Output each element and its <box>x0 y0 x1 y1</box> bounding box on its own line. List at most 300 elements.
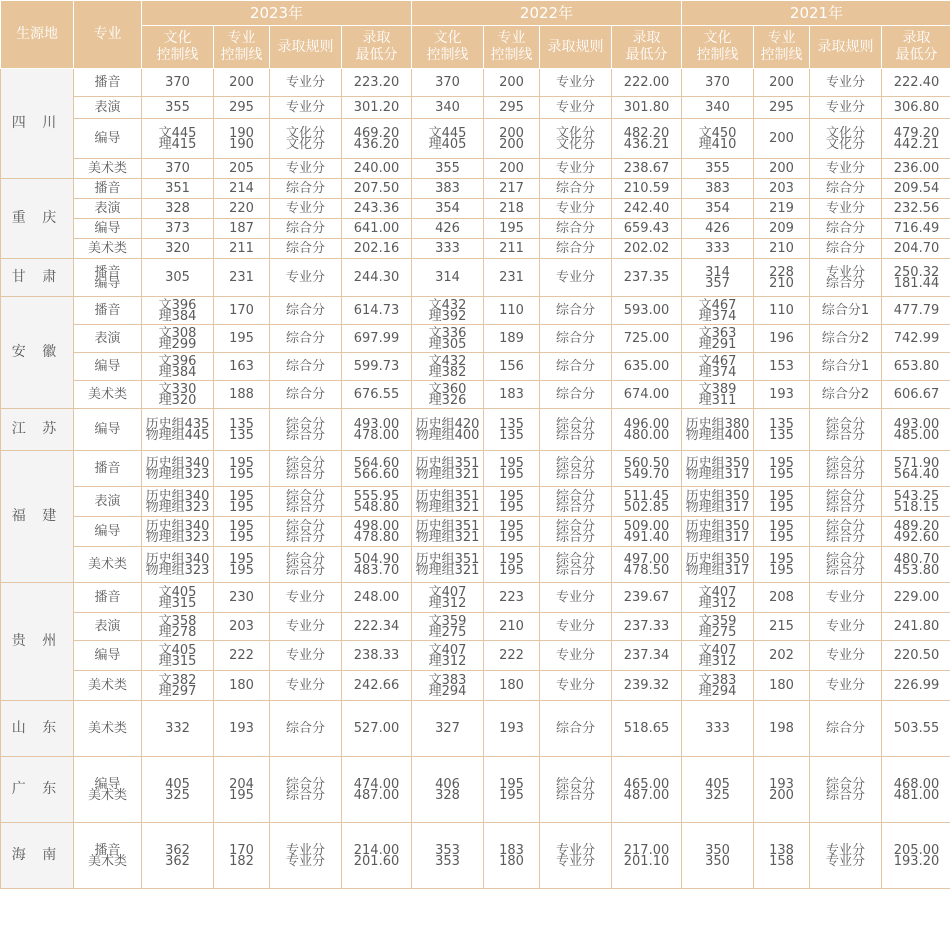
culture-line-cell <box>682 159 754 179</box>
table-row <box>1 199 950 219</box>
major-line-value: 170 <box>229 303 254 318</box>
major-line-cell <box>484 487 540 517</box>
major-line-cell <box>214 823 270 889</box>
min-score-value: 238.67 <box>623 161 670 176</box>
admission-rule-cell <box>270 757 342 823</box>
culture-line-cell <box>412 199 484 219</box>
culture-line-value: 351 <box>165 181 190 196</box>
major-line-value: 200 <box>769 75 794 90</box>
major-line-value: 110 <box>769 303 794 318</box>
major-cell <box>74 487 142 517</box>
major-line-value-line: 195 <box>499 518 524 534</box>
table-row <box>1 325 950 353</box>
major-line-value-line: 183 <box>499 842 524 858</box>
admission-rule-cell <box>810 119 882 159</box>
major-line-value-line: 195 <box>769 488 794 504</box>
culture-line-value-line: 历史组350 <box>685 518 750 534</box>
culture-line-value-line: 文432 <box>428 297 467 313</box>
major-line-value-line: 193 <box>769 776 794 792</box>
admission-rule-cell <box>270 353 342 381</box>
culture-line-value-line: 353 <box>435 842 460 858</box>
culture-line-value-line: 文389 <box>698 381 737 397</box>
major-line-value: 231 <box>499 270 524 285</box>
min-score-cell <box>882 199 950 219</box>
admission-rule-value: 专业分 <box>285 678 325 693</box>
min-score-value: 220.50 <box>893 648 940 663</box>
admission-rule-cell <box>270 119 342 159</box>
major-line-value-line: 195 <box>499 529 524 545</box>
admission-rule-value-line: 综合分 <box>555 518 595 534</box>
major-line-value-line: 135 <box>229 427 254 443</box>
culture-line-value-line: 物理组400 <box>685 427 750 443</box>
admission-rule-cell <box>270 325 342 353</box>
major-line-cell <box>214 199 270 219</box>
culture-line-value-line: 历史组340 <box>145 488 210 504</box>
culture-line-cell <box>142 97 214 119</box>
major-line-value-line: 195 <box>229 518 254 534</box>
major-line-value-line: 180 <box>499 853 524 869</box>
min-score-cell <box>882 823 950 889</box>
min-score-cell <box>342 297 412 325</box>
table-row <box>1 159 950 179</box>
major-line-cell <box>214 701 270 757</box>
culture-line-cell <box>142 487 214 517</box>
min-score-cell <box>342 381 412 409</box>
admission-rule-cell <box>270 547 342 583</box>
major-line-cell <box>484 353 540 381</box>
major-line-cell <box>754 297 810 325</box>
admission-rule-cell <box>270 219 342 239</box>
major-line-cell <box>484 823 540 889</box>
culture-line-value-line: 325 <box>165 787 190 803</box>
min-score-value-line: 566.60 <box>353 466 400 482</box>
major-cell <box>74 641 142 671</box>
min-score-value-line: 493.00 <box>353 416 400 432</box>
culture-line-cell <box>412 239 484 259</box>
admission-rule-value: 综合分 <box>285 359 325 374</box>
min-score-cell <box>882 409 950 451</box>
major-label: 编导 <box>94 422 121 437</box>
min-score-value-line: 193.20 <box>893 853 940 869</box>
province-cell: 重 庆 <box>1 179 74 259</box>
major-line-cell <box>214 517 270 547</box>
admission-rule-value: 综合分 <box>285 387 325 402</box>
major-label: 编导 <box>94 131 121 146</box>
min-score-cell <box>882 179 950 199</box>
admission-rule-value: 专业分 <box>285 100 325 115</box>
major-line-value-line: 195 <box>499 499 524 515</box>
admission-rule-cell <box>270 199 342 219</box>
major-line-cell <box>754 641 810 671</box>
min-score-cell <box>342 671 412 701</box>
admission-rule-value-line: 综合分 <box>285 488 325 504</box>
major-line-cell <box>214 381 270 409</box>
admission-rule-cell <box>810 259 882 297</box>
admission-rule-value-line: 文化分 <box>825 136 865 152</box>
major-line-value: 230 <box>229 590 254 605</box>
culture-line-cell <box>142 219 214 239</box>
culture-line-cell <box>412 119 484 159</box>
culture-line-value-line: 历史组340 <box>145 551 210 567</box>
major-line-value: 217 <box>499 181 524 196</box>
culture-line-value-line: 文407 <box>698 642 737 658</box>
culture-line-value: 370 <box>705 75 730 90</box>
major-line-value: 202 <box>769 648 794 663</box>
major-line-cell <box>754 353 810 381</box>
min-score-value-line: 498.00 <box>353 518 400 534</box>
culture-line-cell <box>412 179 484 199</box>
admission-rule-value: 综合分 <box>825 721 865 736</box>
admission-rule-value: 专业分 <box>825 648 865 663</box>
major-line-value: 187 <box>229 221 254 236</box>
major-line-cell <box>214 451 270 487</box>
table-row <box>1 353 950 381</box>
culture-line-cell <box>142 353 214 381</box>
culture-line-cell <box>412 517 484 547</box>
min-score-value: 239.67 <box>623 590 670 605</box>
culture-line-cell <box>682 671 754 701</box>
province-cell: 四 川 <box>1 69 74 179</box>
min-score-value: 202.16 <box>353 241 400 256</box>
culture-line-value: 333 <box>705 241 730 256</box>
culture-line-cell <box>412 259 484 297</box>
admission-rule-value-line: 综合分 <box>285 427 325 443</box>
culture-line-value-line: 历史组340 <box>145 455 210 471</box>
culture-line-value-line: 物理组445 <box>145 427 210 443</box>
culture-line-value: 340 <box>435 100 460 115</box>
min-score-cell <box>882 671 950 701</box>
min-score-value: 232.56 <box>893 201 940 216</box>
admission-rule-cell <box>810 583 882 613</box>
admission-rule-value-line: 综合分 <box>555 787 595 803</box>
min-score-value-line: 487.00 <box>353 787 400 803</box>
major-line-value: 219 <box>769 201 794 216</box>
admission-rule-value: 专业分 <box>555 100 595 115</box>
culture-line-cell <box>412 97 484 119</box>
major-cell <box>74 823 142 889</box>
min-score-value-line: 436.21 <box>623 136 670 152</box>
major-line-value: 231 <box>229 270 254 285</box>
major-line-value-line: 195 <box>499 466 524 482</box>
culture-line-value-line: 理405 <box>428 136 467 152</box>
admission-rule-value: 综合分 <box>285 241 325 256</box>
min-score-cell <box>342 97 412 119</box>
admission-rule-value: 综合分 <box>555 387 595 402</box>
admission-rule-cell <box>810 297 882 325</box>
admission-rule-cell <box>540 701 612 757</box>
major-line-value-line: 195 <box>229 499 254 515</box>
min-score-cell <box>882 353 950 381</box>
major-line-cell <box>214 259 270 297</box>
min-score-cell <box>612 179 682 199</box>
major-line-value-line: 195 <box>769 562 794 578</box>
min-score-value-line: 217.00 <box>623 842 670 858</box>
major-line-value-line: 195 <box>499 455 524 471</box>
min-score-cell <box>882 239 950 259</box>
culture-line-value-line: 物理组321 <box>415 562 480 578</box>
min-score-cell <box>882 613 950 641</box>
admission-rule-cell <box>540 583 612 613</box>
major-cell <box>74 409 142 451</box>
major-line-cell <box>754 199 810 219</box>
admission-rule-value-line: 文化分 <box>285 136 325 152</box>
min-score-value-line: 485.00 <box>893 427 940 443</box>
culture-line-cell <box>412 451 484 487</box>
admission-rule-cell <box>810 757 882 823</box>
culture-line-value-line: 历史组435 <box>145 416 210 432</box>
major-line-value-line: 195 <box>499 787 524 803</box>
culture-line-cell <box>142 641 214 671</box>
major-line-cell <box>214 547 270 583</box>
min-score-cell <box>612 583 682 613</box>
min-score-cell <box>342 409 412 451</box>
major-line-cell <box>484 451 540 487</box>
major-line-value-line: 200 <box>769 787 794 803</box>
culture-line-value-line: 理415 <box>158 136 197 152</box>
min-score-cell <box>342 353 412 381</box>
min-score-cell <box>882 487 950 517</box>
major-line-value-line: 195 <box>499 488 524 504</box>
admission-rule-value: 专业分 <box>285 270 325 285</box>
admission-rule-cell <box>540 671 612 701</box>
min-score-value: 204.70 <box>893 241 940 256</box>
min-score-cell <box>612 159 682 179</box>
culture-line-cell <box>142 757 214 823</box>
culture-line-value-line: 理312 <box>698 653 737 669</box>
major-line-cell <box>214 641 270 671</box>
major-line-value: 218 <box>499 201 524 216</box>
admission-rule-cell <box>540 199 612 219</box>
culture-line-cell <box>142 239 214 259</box>
admission-rule-cell <box>540 381 612 409</box>
major-line-value: 211 <box>499 241 524 256</box>
min-score-cell <box>612 451 682 487</box>
admission-rule-value: 专业分 <box>555 590 595 605</box>
min-score-cell <box>882 641 950 671</box>
culture-line-value-line: 文308 <box>158 325 197 341</box>
min-score-cell <box>342 239 412 259</box>
subheader-rule: 录取规则 <box>540 26 612 69</box>
culture-line-value-line: 理384 <box>158 308 197 324</box>
min-score-value-line: 478.50 <box>623 562 670 578</box>
culture-line-value-line: 353 <box>435 853 460 869</box>
culture-line-cell <box>142 179 214 199</box>
min-score-value: 301.80 <box>623 100 670 115</box>
admission-rule-cell <box>540 179 612 199</box>
min-score-cell <box>882 69 950 97</box>
major-line-cell <box>754 409 810 451</box>
major-line-value: 196 <box>769 331 794 346</box>
province-cell: 广 东 <box>1 757 74 823</box>
major-label-line: 播音 <box>94 264 121 280</box>
major-cell <box>74 325 142 353</box>
culture-line-value-line: 406 <box>435 776 460 792</box>
min-score-value: 238.33 <box>353 648 400 663</box>
culture-line-value-line: 文382 <box>158 672 197 688</box>
major-line-cell <box>484 381 540 409</box>
major-line-value-line: 158 <box>769 853 794 869</box>
culture-line-cell <box>142 671 214 701</box>
culture-line-value-line: 理382 <box>428 364 467 380</box>
province-cell: 甘 肃 <box>1 259 74 297</box>
admission-rule-value: 专业分 <box>555 678 595 693</box>
min-score-value: 697.99 <box>353 331 400 346</box>
culture-line-value-line: 文358 <box>158 613 197 629</box>
major-line-cell <box>754 757 810 823</box>
major-cell <box>74 613 142 641</box>
culture-line-value-line: 历史组380 <box>685 416 750 432</box>
major-cell <box>74 259 142 297</box>
culture-line-cell <box>412 547 484 583</box>
major-cell <box>74 69 142 97</box>
admission-rule-value: 专业分 <box>555 619 595 634</box>
min-score-cell <box>612 119 682 159</box>
major-line-value: 156 <box>499 359 524 374</box>
admission-rule-value-line: 综合分 <box>825 275 865 291</box>
min-score-cell <box>612 219 682 239</box>
major-line-cell <box>754 671 810 701</box>
culture-line-value-line: 328 <box>435 787 460 803</box>
min-score-value-line: 453.80 <box>893 562 940 578</box>
min-score-value: 240.00 <box>353 161 400 176</box>
culture-line-value-line: 文396 <box>158 353 197 369</box>
admission-rule-value: 专业分 <box>285 648 325 663</box>
major-label: 播音 <box>94 303 121 318</box>
min-score-cell <box>882 97 950 119</box>
admission-rule-value: 专业分 <box>825 678 865 693</box>
admission-rule-value-line: 文化分 <box>285 125 325 141</box>
min-score-cell <box>612 517 682 547</box>
admission-rule-value: 综合分 <box>825 241 865 256</box>
major-line-value-line: 195 <box>769 518 794 534</box>
culture-line-value: 314 <box>435 270 460 285</box>
major-line-value: 205 <box>229 161 254 176</box>
province-cell: 山 东 <box>1 701 74 757</box>
admission-rule-cell <box>810 159 882 179</box>
min-score-value-line: 480.00 <box>623 427 670 443</box>
culture-line-cell <box>682 69 754 97</box>
admission-rule-value-line: 综合分 <box>285 562 325 578</box>
major-line-cell <box>754 325 810 353</box>
major-cell <box>74 159 142 179</box>
min-score-value: 237.34 <box>623 648 670 663</box>
major-line-value-line: 135 <box>229 416 254 432</box>
admission-rule-cell <box>270 487 342 517</box>
culture-line-value-line: 理410 <box>698 136 737 152</box>
table-row <box>1 701 950 757</box>
min-score-value: 229.00 <box>893 590 940 605</box>
major-line-cell <box>754 547 810 583</box>
culture-line-value-line: 历史组351 <box>415 488 480 504</box>
major-line-value-line: 195 <box>229 787 254 803</box>
culture-line-cell <box>682 259 754 297</box>
major-line-value: 189 <box>499 331 524 346</box>
admission-rule-value-line: 专业分 <box>555 853 595 869</box>
admission-rule-value-line: 文化分 <box>555 125 595 141</box>
major-line-value-line: 190 <box>229 136 254 152</box>
subheader-min-score: 录取 最低分 <box>342 26 412 69</box>
major-cell <box>74 219 142 239</box>
culture-line-value-line: 357 <box>705 275 730 291</box>
min-score-value-line: 496.00 <box>623 416 670 432</box>
admission-rule-value: 综合分 <box>825 181 865 196</box>
min-score-value-line: 478.00 <box>353 427 400 443</box>
min-score-value-line: 250.32 <box>893 264 940 280</box>
major-line-cell <box>484 517 540 547</box>
major-line-value-line: 195 <box>769 455 794 471</box>
culture-line-cell <box>682 583 754 613</box>
major-line-cell <box>754 823 810 889</box>
min-score-value-line: 509.00 <box>623 518 670 534</box>
major-label: 播音 <box>94 461 121 476</box>
admission-rule-value-line: 综合分 <box>285 787 325 803</box>
culture-line-cell <box>142 119 214 159</box>
culture-line-value-line: 理392 <box>428 308 467 324</box>
min-score-value-line: 469.20 <box>353 125 400 141</box>
admission-rule-value-line: 综合分 <box>555 562 595 578</box>
culture-line-value-line: 理311 <box>698 392 737 408</box>
min-score-cell <box>612 199 682 219</box>
min-score-cell <box>882 701 950 757</box>
admission-rule-cell <box>540 297 612 325</box>
culture-line-cell <box>142 701 214 757</box>
major-label-line: 编导 <box>94 776 121 792</box>
min-score-cell <box>612 97 682 119</box>
culture-line-value: 426 <box>435 221 460 236</box>
culture-line-value-line: 405 <box>705 776 730 792</box>
major-line-value-line: 195 <box>229 562 254 578</box>
culture-line-value-line: 理275 <box>698 624 737 640</box>
major-line-cell <box>754 517 810 547</box>
major-line-cell <box>484 547 540 583</box>
admission-rule-cell <box>540 613 612 641</box>
min-score-value: 209.54 <box>893 181 940 196</box>
admission-rule-value: 专业分 <box>285 75 325 90</box>
admission-rule-value-line: 综合分 <box>555 551 595 567</box>
min-score-cell <box>342 179 412 199</box>
major-line-value: 163 <box>229 359 254 374</box>
culture-line-cell <box>142 297 214 325</box>
min-score-cell <box>882 297 950 325</box>
culture-line-value-line: 文336 <box>428 325 467 341</box>
culture-line-cell <box>142 583 214 613</box>
major-line-value-line: 195 <box>229 551 254 567</box>
major-line-cell <box>484 757 540 823</box>
culture-line-cell <box>682 757 754 823</box>
admission-rule-value-line: 综合分 <box>825 488 865 504</box>
culture-line-cell <box>142 325 214 353</box>
min-score-value-line: 205.00 <box>893 842 940 858</box>
admission-rule-cell <box>810 671 882 701</box>
subheader-major-line: 专业 控制线 <box>754 26 810 69</box>
subheader-min-score: 录取 最低分 <box>882 26 950 69</box>
admission-rule-cell <box>810 451 882 487</box>
admission-rule-value-line: 专业分 <box>555 842 595 858</box>
major-line-value: 200 <box>499 75 524 90</box>
admission-rule-cell <box>270 517 342 547</box>
culture-line-cell <box>142 69 214 97</box>
major-line-value-line: 195 <box>229 529 254 545</box>
admission-rule-value-line: 文化分 <box>555 136 595 152</box>
min-score-cell <box>342 325 412 353</box>
major-line-value: 200 <box>499 161 524 176</box>
culture-line-cell <box>142 517 214 547</box>
min-score-value-line: 560.50 <box>623 455 670 471</box>
culture-line-value-line: 理312 <box>428 653 467 669</box>
min-score-value-line: 571.90 <box>893 455 940 471</box>
admission-rule-cell <box>270 97 342 119</box>
culture-line-cell <box>682 239 754 259</box>
